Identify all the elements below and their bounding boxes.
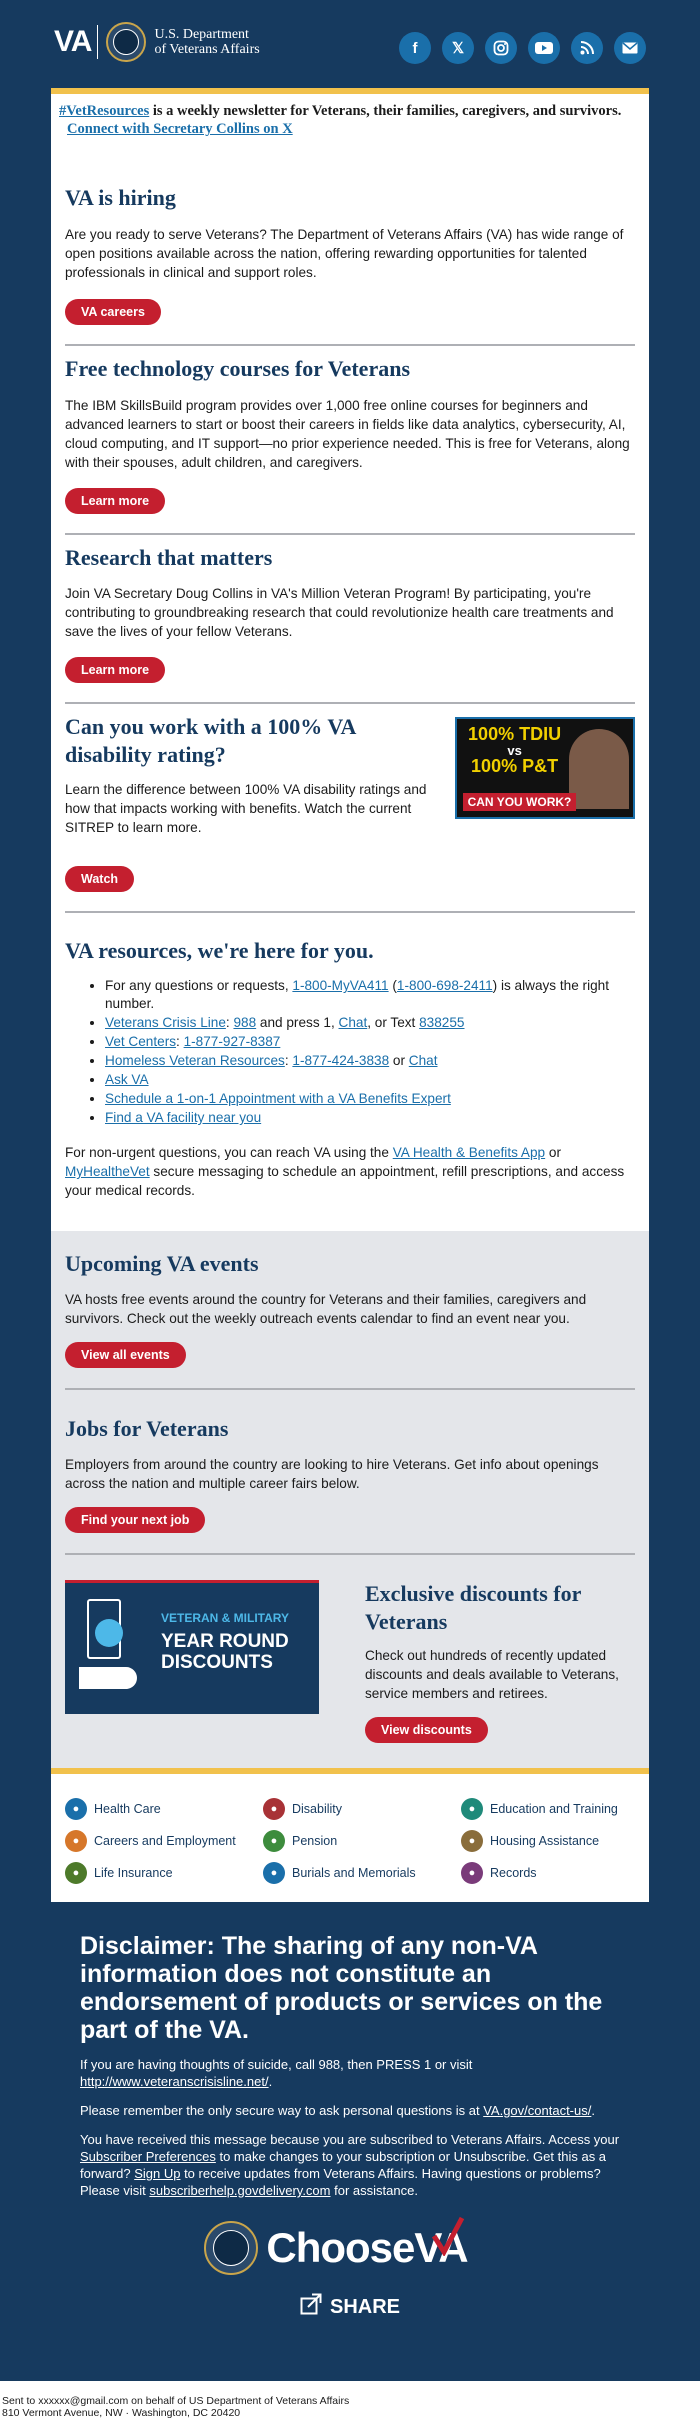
schedule-appointment-link[interactable]: Schedule a 1-on-1 Appointment with a VA Benefits Expert [105, 1091, 451, 1106]
records-icon: ● [461, 1862, 483, 1884]
tech-body: The IBM SkillsBuild program provides over 1,000 free online courses for beginners and advanced learners to start or boost their careers in fields like data analytics, cybersecurity, AI, cloud computing, and IT support—no prior experience needed. This is free for Veterans, along with their spouses, adult children, and caregivers. [65, 398, 630, 470]
research-learn-more-button[interactable]: Learn more [65, 657, 165, 683]
benefit-link-label: Careers and Employment [94, 1834, 236, 1848]
vetresources-link[interactable]: #VetResources [59, 103, 150, 119]
thumb-line2: vs [507, 743, 522, 758]
share-label: SHARE [329, 2295, 400, 2318]
rss-icon[interactable] [571, 32, 603, 64]
secure-note [80, 2102, 620, 2119]
note-text: Please remember the only secure way to ask personal questions is at [80, 2103, 484, 2118]
burials-icon: ● [263, 1862, 285, 1884]
intro-text: is a weekly newsletter for Veterans, their families, caregivers, and survivors. [149, 103, 622, 119]
tech-learn-more-button[interactable]: Learn more [65, 488, 165, 514]
item-text: For any questions or requests, [105, 978, 293, 993]
benefit-link[interactable] [461, 1862, 651, 1884]
events-title: Upcoming VA events [65, 1251, 259, 1276]
jobs-body: Employers from around the country are looking to hire Veterans. Get info about openings across the nation and multiple career fairs below. [65, 1457, 599, 1491]
subscription-note [80, 2131, 620, 2199]
para-text: or [545, 1145, 561, 1160]
list-item [105, 1109, 635, 1127]
benefit-link[interactable] [65, 1798, 263, 1820]
discounts-image[interactable] [65, 1580, 319, 1714]
note-text: for assistance. [330, 2183, 418, 2198]
benefit-link[interactable] [461, 1830, 651, 1852]
note-text: . [268, 2074, 273, 2089]
header [0, 0, 700, 88]
vet-centers-phone-link[interactable]: 1-877-927-8387 [183, 1034, 281, 1049]
connect-secretary-link[interactable]: Connect with Secretary Collins on X [67, 121, 293, 137]
rating-title: Can you work with a 100% VA disability rating? [65, 714, 356, 767]
share-button[interactable] [0, 2293, 700, 2321]
logo-mark: VA [54, 25, 92, 58]
housing-icon: ● [461, 1830, 483, 1852]
rating-body: Learn the difference between 100% VA disability ratings and how that impacts working with benefits. Watch the current SITREP to learn more. [65, 782, 427, 835]
pension-icon: ● [263, 1830, 285, 1852]
instagram-icon[interactable] [485, 32, 517, 64]
va-careers-button[interactable]: VA careers [65, 299, 161, 325]
share-icon [300, 2293, 322, 2321]
x-icon[interactable]: 𝕏 [442, 32, 474, 64]
hiring-body: Are you ready to serve Veterans? The Department of Veterans Affairs (VA) has wide range of open positions available across the nation, offering rewarding opportunities for talented professionals in clinical and support roles. [65, 227, 624, 280]
va-seal-icon [204, 2221, 258, 2275]
careers-icon: ● [65, 1830, 87, 1852]
note-text: to make changes to your subscription or Unsubscribe. Get this as a forward? [80, 2149, 607, 2181]
watch-button[interactable]: Watch [65, 866, 134, 892]
note-text: . [591, 2103, 595, 2118]
hiring-section [51, 138, 649, 344]
logo-line2: of Veterans Affairs [154, 42, 260, 57]
events-body: VA hosts free events around the country for Veterans and their families, caregivers and survivors. Check out the weekly outreach events calendar to find an event near you. [65, 1292, 587, 1326]
para-text: For non-urgent questions, you can reach VA using the [65, 1145, 393, 1160]
item-text: ) is always the right number. [105, 978, 609, 1011]
benefit-link-label: Life Insurance [94, 1866, 173, 1880]
benefit-link-label: Pension [292, 1834, 338, 1848]
life-insurance-icon: ● [65, 1862, 87, 1884]
benefit-link-label: Housing Assistance [490, 1834, 600, 1848]
logo-line1: U.S. Department [154, 27, 249, 42]
disclaimer-title: Disclaimer: The sharing of any non-VA information does not constitute an endorsement of products or services on the part of the VA. [80, 1932, 603, 2044]
newsletter-card [51, 88, 649, 1902]
note-text: to receive updates from Veterans Affairs. Having questions or problems? Please visit [80, 2166, 601, 2198]
benefit-link-label: Education and Training [490, 1802, 618, 1816]
address-line: 810 Vermont Avenue, NW · Washington, DC 20420 [2, 2407, 241, 2419]
benefit-link[interactable] [65, 1830, 263, 1852]
tech-section [51, 346, 649, 533]
ask-va-link[interactable]: Ask VA [105, 1072, 149, 1087]
item-text: : [284, 1053, 293, 1068]
choose-va-logo[interactable] [0, 2221, 700, 2275]
subscriber-preferences-link[interactable]: Subscriber Preferences [80, 2149, 216, 2164]
thumb-line3: 100% P&T [471, 756, 559, 776]
events-section [51, 1231, 649, 1388]
item-text: or [389, 1053, 409, 1068]
list-item [105, 1033, 635, 1051]
jobs-title: Jobs for Veterans [65, 1416, 229, 1441]
list-item [105, 1052, 635, 1070]
img-line3: DISCOUNTS [161, 1652, 273, 1673]
benefit-link-label: Disability [292, 1802, 343, 1816]
homeless-resources-link[interactable]: Homeless Veteran Resources [105, 1053, 285, 1068]
hiring-title: VA is hiring [65, 185, 176, 210]
education-icon: ● [461, 1798, 483, 1820]
resources-paragraph [65, 1143, 635, 1231]
988-link[interactable]: 988 [233, 1015, 257, 1030]
item-text: : [225, 1015, 234, 1030]
text-838255-link[interactable]: 838255 [419, 1015, 465, 1030]
benefit-link-label: Health Care [94, 1802, 161, 1816]
thumb-line1: 100% TDIU [468, 724, 562, 744]
item-text: ( [388, 978, 397, 993]
vet-centers-link[interactable]: Vet Centers [105, 1034, 177, 1049]
subscriber-help-link[interactable]: subscriberhelp.govdelivery.com [149, 2183, 331, 2198]
find-job-button[interactable]: Find your next job [65, 1507, 205, 1533]
intro [51, 94, 649, 138]
list-item [105, 977, 635, 1013]
health-benefits-app-link[interactable]: VA Health & Benefits App [392, 1145, 546, 1160]
health-icon: ● [65, 1798, 87, 1820]
benefit-links [51, 1768, 649, 1902]
disclaimer [0, 1902, 620, 2199]
view-discounts-button[interactable]: View discounts [365, 1717, 488, 1743]
resources-section [51, 913, 649, 1231]
va-seal-icon [106, 22, 146, 62]
research-section [51, 535, 649, 702]
img-line1: VETERAN & MILITARY [161, 1611, 289, 1625]
sent-to-footer [0, 2381, 700, 2419]
homeless-chat-link[interactable]: Chat [408, 1053, 438, 1068]
social-icons [399, 32, 646, 64]
homeless-phone-link[interactable]: 1-877-424-3838 [292, 1053, 390, 1068]
view-all-events-button[interactable]: View all events [65, 1342, 186, 1368]
discounts-body: Check out hundreds of recently updated discounts and deals available to Veterans, service members and retirees. [365, 1648, 619, 1701]
list-item [105, 1090, 635, 1108]
gray-section [51, 1231, 649, 1768]
img-line2: YEAR ROUND [161, 1631, 289, 1652]
contact-us-link[interactable]: VA.gov/contact-us/ [483, 2103, 592, 2118]
logo-text [154, 27, 259, 57]
myhealthevet-link[interactable]: MyHealtheVet [65, 1164, 150, 1179]
va-word: VA [414, 2224, 468, 2271]
youtube-icon[interactable] [528, 32, 560, 64]
tech-title: Free technology courses for Veterans [65, 356, 411, 381]
para-text: secure messaging to schedule an appointment, refill prescriptions, and access your medical records. [65, 1164, 625, 1198]
suicide-note [80, 2056, 620, 2090]
rating-section [51, 704, 649, 911]
note-text: If you are having thoughts of suicide, call 988, then PRESS 1 or visit [80, 2057, 473, 2072]
sent-to-line: Sent to xxxxxx@gmail.com on behalf of US Department of Veterans Affairs [2, 2395, 350, 2407]
thumb-line4: CAN YOU WORK? [463, 793, 577, 811]
list-item [105, 1014, 635, 1032]
research-body: Join VA Secretary Doug Collins in VA's Million Veteran Program! By participating, you're contributing to groundbreaking research that could revolutionize health care treatments and save the lives of your fellow Veterans. [65, 586, 614, 639]
benefit-link[interactable] [65, 1862, 263, 1884]
research-title: Research that matters [65, 545, 273, 570]
phone-link[interactable]: 1-800-698-2411 [396, 978, 493, 993]
email-icon[interactable] [614, 32, 646, 64]
benefit-link-label: Burials and Memorials [292, 1866, 416, 1880]
checkmark-icon [430, 2216, 466, 2261]
sitrep-thumbnail[interactable] [455, 717, 635, 819]
benefit-link[interactable] [461, 1798, 651, 1820]
discounts-section [51, 1555, 649, 1768]
benefit-link-label: Records [490, 1866, 537, 1880]
note-text: You have received this message because you are subscribed to Veterans Affairs. Access your [80, 2132, 620, 2147]
resources-title: VA resources, we're here for you. [65, 938, 374, 963]
crisis-line-link[interactable]: Veterans Crisis Line [105, 1015, 226, 1030]
myva411-link[interactable]: 1-800-MyVA411 [292, 978, 389, 993]
choose-word: Choose [266, 2224, 415, 2271]
disability-icon: ● [263, 1798, 285, 1820]
jobs-section [51, 1390, 649, 1553]
item-text: and press 1, [256, 1015, 339, 1030]
item-text: : [176, 1034, 184, 1049]
resources-list [105, 977, 635, 1127]
item-text: , or Text [367, 1015, 420, 1030]
facebook-icon[interactable]: f [399, 32, 431, 64]
list-item [105, 1071, 635, 1089]
benefit-link[interactable] [263, 1862, 461, 1884]
crisis-chat-link[interactable]: Chat [338, 1015, 368, 1030]
sign-up-link[interactable]: Sign Up [134, 2166, 181, 2181]
discounts-title: Exclusive discounts for Veterans [365, 1581, 581, 1634]
va-logo[interactable] [54, 22, 260, 62]
benefit-link[interactable] [263, 1830, 461, 1852]
logo-divider [97, 25, 98, 59]
benefit-link[interactable] [263, 1798, 461, 1820]
find-facility-link[interactable]: Find a VA facility near you [105, 1110, 262, 1125]
crisisline-url-link[interactable]: http://www.veteranscrisisline.net/ [80, 2074, 269, 2089]
